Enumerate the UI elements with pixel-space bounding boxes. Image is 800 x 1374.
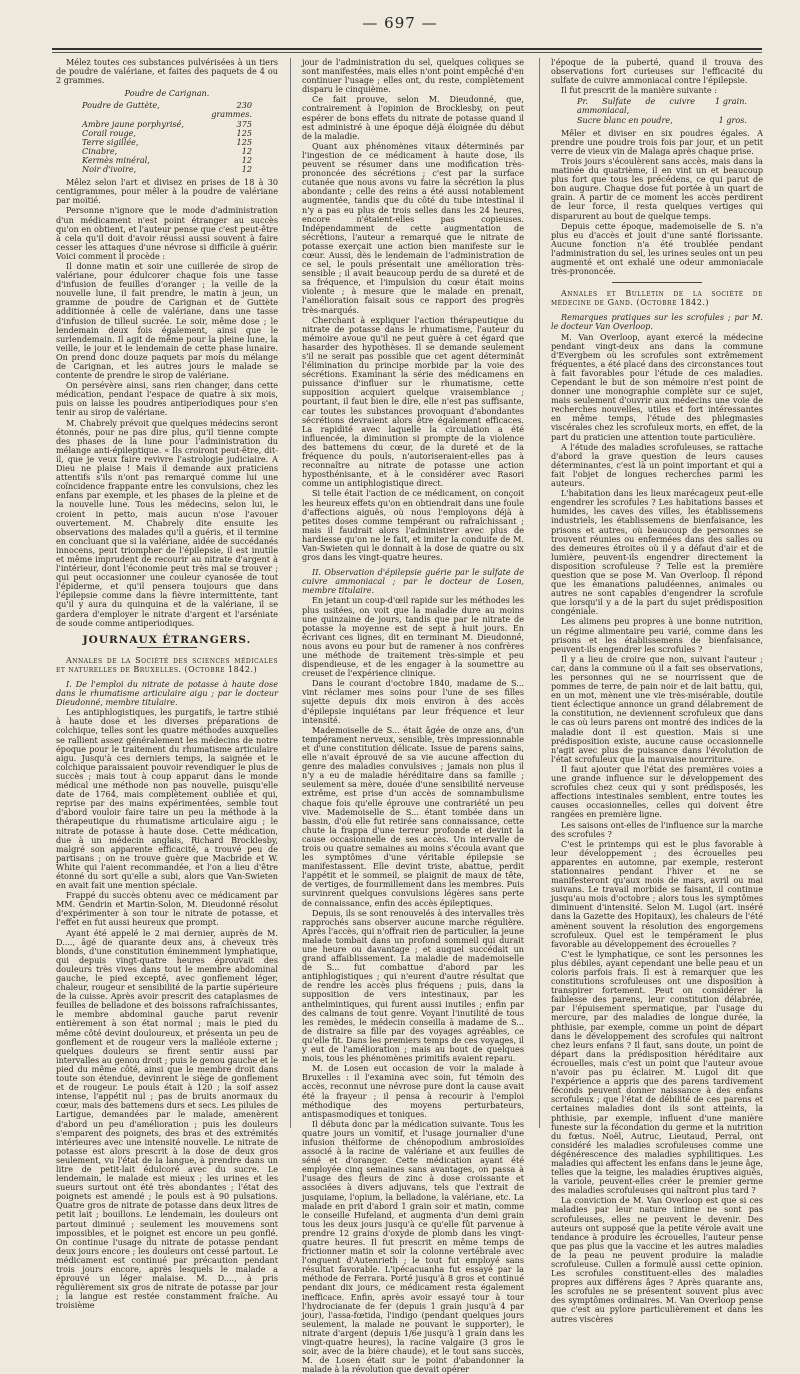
paragraph: jour de l'administration du sel, quelques coliques se sont manifestées, mais elles n'ont point empêché d'en continuer l'usage ; elles ont, du reste, complètement disparu le cinquième.: [302, 57, 524, 95]
paragraph: Depuis cette époque, mademoiselle de S. n'a plus eu d'accès et jouit d'une santé florissante. Aucune fonction n'a été troublée pendant l'administration du sel, les urines seules ont un peu augmenté et ont exhalé une odeur ammoniacale très-prononcée.: [551, 220, 763, 277]
page-number: — 697 —: [362, 14, 438, 32]
paragraph: Mêlez selon l'art et divisez en prises de 18 à 30 centigrammes, pour mêler à la poudre de valériane par moitié.: [56, 177, 278, 206]
paragraph: l'époque de la puberté, quand il trouva des observations fort curieuses sur l'efficacité du sulfate de cuivre ammoniacal contre l'épilepsie.: [551, 57, 763, 86]
paragraph: Si telle était l'action de ce médicament, on conçoit les heureux effets qu'on en obtiendrait dans une foule d'affections aiguës, où nous l'employons déjà à petites doses comme tempérant ou rafraîchissant ; mais il faudrait alors l'administrer avec plus de hardiesse qu'on ne le fait, et imiter la conduite de M. Van-Swieten qui le donnait à la dose de quatre ou six gros dans les vingt-quatre heures.: [302, 488, 524, 563]
section-heading: JOURNAUX ÉTRANGERS.: [82, 633, 252, 646]
paragraph: Il y a lieu de croire que non, suivant l'auteur ; car, dans la commune où il a fait ses observations, les personnes qui ne se nourrissent que de pommes de terre, de pain noir et de lait battu, qui, en un mot, mènent une vie très-misérable, doutile tient éclectique annonce un grand délabrement de la constitution, ne deviennent scrofuleux que dans le cas où leurs parens ont montré des indices de la maladie dont il est question. Mais si une prédisposition existe, aucune cause occasionnelle n'agit avec plus de puissance dans l'évolution de l'état scrofuleux que la mauvaise nourriture.: [551, 653, 763, 764]
paragraph: Personne n'ignore que le mode d'administration d'un médicament n'est point étranger au succès qu'on en obtient, et l'auteur pense que c'est peut-être à cela qu'il doit d'avoir réussi aussi souvent à faire cesser les attaques d'une névrose si difficile à guérir. Voici comment il procède :: [56, 205, 278, 261]
paragraph: M. Chabrely prévoit que quelques médecins seront étonnés, pour ne pas dire plus, qu'il tienne compte des phases de la lune pour l'administration du mélange anti-épileptique. « Ils croiront peut-être, dit-il, que je veux faire revivre l'astrologie judiciaire. A Dieu ne plaise ! Mais il demande aux praticiens attentifs s'ils n'ont pas remarqué comme lui une coïncidence frappante entre les convulsions, chez les enfans par exemple, et les phases de la pleine et de la nouvelle lune. Tous les médecins, selon lui, le croient in petto, mais aucun n'ose l'avouer ouvertement. M. Chabrely dite ensuite les observations des malades qu'il a guéris, et il termine en concluant que si la valériane, aidée de succédanés innocens, peut triompher de l'épilepsie, il est inutile et même imprudent de recourir au nitrate d'argent à l'intérieur, dont l'économie peut très mal se trouver ; qui peut occasionner une couleur cyanosée de tout l'épiderme, et qu'il pensera toujours que dans l'épilepsie comme dans la fièvre intermittente, tant qu'il y aura du quinquina et de la valériane, il se gardera d'employer le nitrate d'argent et l'arséniate de soude comme antiperiodiques.: [56, 417, 278, 628]
article-title: Remarques pratiques sur les scrofules ; par M. le docteur Van Overloop.: [551, 312, 763, 332]
recipe-line: Terre sigillée, 125: [82, 136, 252, 147]
paragraph: M. de Losen eut occasion de voir la malade à Bruxelles : il l'examina avec soin, fut témoin des accès, reconnut une névrose pure dont la cause avait été la frayeur ; il pensa à recourir à l'emploi méthodique des moyens perturbateurs, antispasmodiques et toniques.: [302, 1063, 524, 1119]
section-rule: [612, 282, 702, 283]
paragraph: Ayant été appelé le 2 mai dernier, auprès de M. D...., âgé de quarante deux ans, à cheveux très blonds, d'une constitution éminemment lymphatique, qui depuis vingt-quatre heures éprouvait des douleurs très vives dans tout le membre abdominal gauche, le pied excepté, avec gonflement léger, chaleur, rougeur et sensibilité de la partie supérieure de la cuisse. Après avoir prescrit des cataplasmes de feuilles de belladone et des boissons rafraîchissantes, le membre abdominal gauche parut revenir entièrement à son état normal ; mais le pied du même côté devint douloureux, et présenta un peu de gonflement et de rougeur vers la malléole externe ; quelques douleurs se firent sentir aussi par intervalles au genou droit ; puis le genou gauche et le pied du même côté, ainsi que le membre droit dans toute son étendue, devinrent le siège de gonflement et de rougeur. Le pouls était à 120 ; la soif assez intense, l'appétit nul ; pas de bruits anormaux du cœur, mais des battemens durs et secs. Les pilules de Lartigue, demandées par le malade, amenèrent d'abord un peu d'amélioration ; puis les douleurs s'emparent des poignets, des bras et des extrémités intérieures avec une intensité nouvelle. Le nitrate de potasse est alors prescrit à la dose de deux gros seulement, vu l'état de la langue, à prendre dans un litre de petit-lait édulcoré avec du sucre. Le lendemain, le malade est mieux ; les urines et les sueurs surtout ont été très abondantes ; l'état des poignets est amendé ; le pouls est à 90 pulsations. Quatre gros de nitrate de potasse dans deux litres de petit lait ; bouillons. Le lendemain, les douleurs ont partout diminué ; seulement les mouvemens sont impossibles, et le poignet est encore un peu gonflé. On continue l'usage du nitrate de potasse pendant deux jours encore ; les douleurs ont cessé partout. Le médicament est continué par précaution pendant trois jours encore, après lesquels le malade a éprouvé un léger malaise. M. D...., à pris régulièrement six gros de nitrate de potasse par jour ; la langue est restée constamment fraîche. Au troisième: [56, 927, 278, 1311]
top-rule: [52, 48, 762, 50]
paragraph: M. Van Overloop, ayant exercé la médecine pendant vingt-deux ans dans la commune d'Evergbem où les scrofules sont extrêmement fréquentes, a été placé dans des circonstances tout à fait favorables pour l'étude de ces maladies. Cependant le but de son mémoire n'est point de donner une monographie complète sur ce sujet, mais seulement d'ouvrir aux médecins une voie de recherches nouvelles, utiles et fort intéressantes en même temps, l'étude des phlegmasies viscérales chez les scrofuleux morts, en effet, de la part du praticien une attention toute particulière.: [551, 331, 763, 442]
prescription: [577, 97, 763, 124]
column-divider: [290, 58, 291, 1128]
article-title: II. Observation d'épilepsie guérie par le sulfate de cuivre ammoniacal ; par le docteur de Losen, membre titulaire.: [302, 567, 524, 596]
paragraph: En jetant un coup-d'œil rapide sur les méthodes les plus usitées, on voit que la maladie dure au moins une quinzaine de jours, tandis que par le nitrate de potasse la moyenne est de sept à huit jours. En écrivant ces lignes, dit en terminant M. Dieudonné, nous avons eu pour but de ramener à nos confrères une méthode de traitement très-simple et peu dispendieuse, et de les engager à la soumettre au creuset de l'expérience clinique.: [302, 595, 524, 679]
recipe-line: Kermès minéral, 12: [82, 154, 252, 165]
heading-rule: [137, 647, 197, 648]
paragraph: On persévère ainsi, sans rien changer, dans cette médication, pendant l'espace de quatre à six mois, puis on laisse les poudres antiperiodiques pour s'en tenir au sirop de valériane.: [56, 380, 278, 418]
column-left: [56, 57, 278, 1311]
paragraph: Il débuta donc par la médication suivante. Tous les quatre jours un vomitif, et l'usage journalier d'une infusion théiforme de chénopodium ambrosioïdes associé à la racine de valériane et aux feuilles de séné et d'oranger. Cette médication ayant été employée cinq semaines sans avantages, on passa à l'usage des fleurs de zinc à dose croissante et associées à divers adjuvans, tels que l'extrait de jusquiame, l'opium, la belladone, la valériane, etc. La malade en prit d'abord 1 grain soir et matin, comme le conseille Hufeland, et augmenta d'un demi grain tous les deux jours jusqu'à ce qu'elle fût parvenue à prendre 12 grains d'oxyde de plomb dans les vingt-quatre heures. Il fut prescrit en même temps de frictionner matin et soir la colonne vertébrale avec l'onguent d'Autenrieth ; le tout fut employé sans résultat favorable. L'ipécacuanha fut essayé par la méthode de Ferrara. Porté jusqu'à 8 gros et continué pendant dix jours, ce médicament resta également inefficace. Enfin, après avoir essayé tour à tour l'hydrocianate de fer (depuis 1 grain jusqu'à 4 par jour), l'assa-fœtida, l'indigo (pendant quelques jours seulement, la malade ne pouvant le supporter), le nitrate d'argent (depuis 1/6e jusqu'à 1 grain dans les vingt-quatre heures), la racine valgaire (3 gros le soir, avec de la bière chaude), et le tout sans succès, M. de Losen était sur le point d'abandonner la malade à la révolution que devait opérer: [302, 1118, 524, 1374]
article-title: I. De l'emploi du nitrate de potasse à haute dose dans le rhumatisme articulaire aigu ; par le docteur Dieudonné, membre titulaire.: [56, 679, 278, 708]
paragraph: A l'étude des maladies scrofuleuses, se rattache d'abord la grave question de leurs causes déterminantes, c'est là un point important et qui a fait l'objet de longues recherches parmi les auteurs.: [551, 441, 763, 489]
society-title: Annales et Bulletin de la société de médecine de Gand. (Octobre 1842.): [551, 289, 763, 308]
paragraph: Cherchant à expliquer l'action thérapeutique du nitrate de potasse dans le rhumatisme, l'auteur du mémoire avoue qu'il ne peut guère à cet égard que hasarder des hypothèses. Il se demande seulement s'il ne serait pas possible que cet agent déterminât l'élimination du principe morbide par la voie des sécrétions. Examinant la série des médicamens en puissance d'influer sur le rhumatisme, cette supposition acquiert quelque vraisemblance ; pourtant, il faut bien le dire, elle n'est pas suffisante, car toutes les substances provoquant d'abondantes sécrétions devraient alors être également efficaces. La rapidité avec laquelle la circulation a été influencée, la diminution si prompte de la violence des battemens du cœur, de la dureté et de la fréquence du pouls, n'autoriseraient-elles pas à reconnaître au nitrate de potasse une action hyposthénisante, et à le considérer avec Rasori comme un antiphlogistique direct.: [302, 314, 524, 489]
paragraph: C'est le printemps qui est le plus favorable à leur développement ; des écrouelles peu apparentes en automne, par exemple, resteront stationnaires pendant l'hiver et ne se manifesteront qu'aux mois de mars, avril ou mai suivans. Le travail morbide se faisant, il continue jusqu'au mois d'octobre ; alors tous les symptômes diminuent d'intensité. Selon M. Lugol (art. inséré dans la Gazette des Hopitaux), les chaleurs de l'été amènent souvent la résolution des engorgemens scrofuleux. Quel est le tempérament le plus favorable au développement des écrouelles ?: [551, 838, 763, 949]
paragraph: Frappé du succès obtenu avec ce médicament par MM. Gendrin et Martin-Solon, M. Dieudonné résolut d'expérimenter à son tour le nitrate de potasse, et l'effet en fut aussi heureux que prompt.: [56, 890, 278, 928]
paragraph: Ce fait prouve, selon M. Dieudonné, que, contrairement à l'opinion de Brocklesby, on peut espérer de bons effets du nitrate de potasse quand il est administré à une époque déjà éloignée du début de la maladie.: [302, 94, 524, 141]
paragraph: Il faut ajouter que l'état des premières voies a une grande influence sur le développement des scrofules chez ceux qui y sont prédisposés, les affections intestinales semblent, entre toutes les causes occasionnelles, celles qui doivent être rangées en première ligne.: [551, 763, 763, 820]
top-rule-thin: [52, 52, 762, 53]
paragraph: L'habitation dans les lieux marécageux peut-elle engendrer les scrofules ? Les habitations basses et humides, les caves des villes, les établissemens industriels, les établissemens de bienfaisance, les prisons et autres, où beaucoup de personnes se trouvent réunies ou enfermées dans des salles ou des demeures étroites où il y a défaut d'air et de lumière, peuvent-ils engendrer directement la disposition scrofuleuse ? Telle est la première question que se pose M. Van Overloop. Il répond que les émanations paludéennes, animales ou autres ne sont capables d'engendrer la scrofule que lorsqu'il y a de la part du sujet prédisposition congéniale.: [551, 488, 763, 617]
paragraph: Il donne matin et soir une cuillerée de sirop de valériane, pour édulcorer chaque fois une tasse d'infusion de feuilles d'oranger ; la veille de la nouvelle lune, il fait prendre, le matin à jeun, un gramme de poudre de Carignan et de Guttète additionnée à celle de valériane, dans une tasse d'infusion de tilleul sucrée. Le soir, même dose ; le lendemain deux fois également, ainsi que le surlendemain. Il agit de même pour la pleine lune, la veille, le jour et le lendemain de cette phase lunaire. On prend donc douze paquets par mois du mélange de Carignan, et les autres jours le malade se contente de prendre le sirop de valériane.: [56, 260, 278, 381]
recipe-line: Noir d'ivoire, 12: [82, 164, 252, 175]
recipe-line: Sucre blanc en poudre, 1 gros.: [577, 114, 747, 125]
column-divider: [539, 58, 540, 1128]
society-title: Annales de la Société des sciences médicales et naturelles de Bruxelles. (Octobre 1842.): [56, 655, 278, 674]
paragraph: Depuis, ils se sont renouvelés à des intervalles très rapprochés sans observer aucune marche régulière. Après l'accès, qui n'offrait rien de particulier, la jeune malade tombait dans un profond sommeil qui durait une heure ou davantage ; et auquel succédait un grand affaiblissement. La maladie de mademoiselle de S... fut combattue d'abord par les antiphlogistiques ; qui n'eurent d'autre résultat que de rendre les accès plus fréquens ; puis, dans la supposition de vers intestinaux, par les anthelmintiques, qui furent aussi inutiles ; enfin par des calmans de tout genre. Voyant l'inutilité de tous les remèdes, le médecin conseilla à madame de S... de distraire sa fille par des voyages agréables, ce qu'elle fit. Dans les premiers temps de ces voyages, il y eut de l'amélioration ; mais au bout de quelques mois, tous les phénomènes primitifs avaient reparu.: [302, 907, 524, 1064]
paragraph: Mélez toutes ces substances pulvérisées à un tiers de poudre de valériane, et faites des paquets de 4 ou 2 grammes.: [56, 57, 278, 86]
recipe-line: Ambre jaune porphyrisé, 375: [82, 118, 252, 129]
paragraph: C'est le lymphatique, ce sont les personnes les plus débiles, ayant cependant une belle peau et un coloris parfois frais. Il est à remarquer que les constitutions scrofuleuses ont une disposition à transpirer fortement. Peut on considérer la faiblesse des parens, leur constitution délabrée, par l'épuisement spermatique, par l'usage du mercure, par des maladies de longue durée, la phthisie, par exemple, comme un point de départ dans le développement des scrofules qui naîtront chez leurs enfans ? Il faut, sans doute, un point de départ dans la prédisposition héréditaire aux écrouelles, mais c'est un point que l'auteur avoue n'avoir pas pu éclairer. M. Lugol dit que l'expérience a appris que des parens tardivement féconds peuvent donner naissance à des enfans scrofuleux ; que l'état de débilité de ces parens et certaines maladies dont ils sont atteints, la phthisie, par exemple, influent d'une manière funeste sur la fécondation du germe et la nutrition du fœtus. Noël, Autruc, Lieutaud, Perral, ont considéré les maladies scrofuleuses comme une dégénérescence des maladies syphilitiques. Les maladies qui affectent les enfans dans le jeune âge, telles que la teigne, les maladies éruptives aiguës, la variole, peuvent-elles créer le premier germe des maladies scrofuleuses qui naîtront plus tard ?: [551, 948, 763, 1196]
paragraph: Les antiphlogistiques, les purgatifs, le tartre stibié à haute dose et les diverses préparations de colchique, telles sont les quatre méthodes auxquelles se rallient assez généralement les médecins de notre époque pour le traitement du rhumatisme articulaire aigu. Jusqu'à ces derniers temps, la saignée et le colchique paraissaient pouvoir revendiquer le plus de succès ; mais tout à coup apparut dans le monde médical une méthode non pas nouvelle, puisqu'elle date de 1764, mais complètement oubliée et qui, reprise par des mains expérimentées, semble tout d'abord vouloir faire taire un peu la méthode à la thérapeutique du rhumatisme articulaire aigu ; le nitrate de potasse à haute dose. Cette médication, due à un médecin anglais, Richard Brocklesby, malgré son apparente efficacité, a trouvé peu de partisans ; on ne trouve guère que Macbride et W. White qui l'aient recommandée, et l'on a lieu d'être étonné du sort qu'elle a subi, alors que Van-Swieten en avait fait une mention spéciale.: [56, 707, 278, 891]
paragraph: Les alimens peu propres à une bonne nutrition, un régime alimentaire peu varié, comme dans les prisons et les établissemens de bienfaisance, peuvent-ils engendrer les scrofules ?: [551, 616, 763, 654]
recipe-line: Cinabre, 12: [82, 145, 252, 156]
recipe-line: Poudre de Guttète, 230 grammes.: [82, 100, 252, 120]
paragraph: Mademoiselle de S... était âgée de onze ans, d'un tempérament nerveux, sensible, très impressionnable et d'une constitution délicate. Issue de parens sains, elle n'avait éprouvé de sa vie aucune affection du genre des maladies convulsives ; jamais non plus il n'y a eu de maladie héréditaire dans sa famille ; seulement sa mère, douée d'une sensibilité nerveuse extrême, est prise d'un accès de somnambulisme chaque fois qu'elle éprouve une contrariété un peu vive. Mademoiselle de S... étant tombée dans un bassin, d'où elle fut retirée sans connaissance, cette chute la frappa d'une terreur profonde et devint la cause occasionnelle de ses accès. Un intervalle de trois ou quatre semaines au moins s'écoula avant que les symptômes d'une véritable épilepsie se manifestassent. Elle devint triste, abattue, perdit l'appétit et le sommeil, se plaignit de maux de tête, de vertiges, de fourmillement dans les membres. Puis survinrent quelques convulsions légères sans perte de connaissance, enfin des accès épileptiques.: [302, 724, 524, 908]
paragraph: La conviction de M. Van Overloop est que si ces maladies par leur nature intime ne sont pas scrofuleuses, elles ne peuvent le devenir. Des auteurs ont supposé que la petite vérole avait une tendance à produire les écrouelles, l'auteur pense que pas plus que la vaccine et les autres maladies de la peau ne peuvent produire la maladie scrofuleuse. Cullen a formulé aussi cette opinion. Les scrofules constituent-elles des maladies propres aux différens âges ? Après quarante ans, les scrofules ne se présentent souvent plus avec des symptômes ordinaires. M. Van Overloop pense que c'est au pylore particulièrement et dans les autres viscères: [551, 1195, 763, 1324]
recipe-list: [82, 101, 278, 174]
paragraph: Dans le courant d'octobre 1840, madame de S... vint réclamer mes soins pour l'une de ses filles sujette depuis dix mois environ à des accès d'épilepsie inquiétans par leur fréquence et leur intensité.: [302, 678, 524, 725]
paragraph: Quant aux phénomènes vitaux déterminés par l'ingestion de ce médicament à haute dose, ils peuvent se résumer dans une modification très-prononcée des sécrétions ; c'est par la surface cutanée que nous avons vu faire la sécrétion la plus abondante ; celle des reins a été aussi notablement augmentée, tandis que du côté du tube intestinal il n'y a pas eu plus de trois selles dans les 24 heures, encore n'étaient-elles pas copieuses. Indépendamment de cette augmentation de sécrétions, l'auteur a remarqué que le nitrate de potasse exerçait une action bien manifeste sur le cœur. Aussi, dès le lendemain de l'administration de ce sel, le pouls présentait une amélioration très-sensible ; il avait beaucoup perdu de sa dureté et de sa fréquence, et l'impulsion du cœur était moins violente ; à mesure que le malade en prenait, l'amélioration faisait sous ce rapport des progrès très-marqués.: [302, 140, 524, 315]
recipe-line: Corail rouge, 125: [82, 127, 252, 138]
paragraph: Il fut prescrit de la manière suivante :: [561, 85, 717, 96]
recipe-line: Pr. Sulfate de cuivre ammoniacal, 1 grain.: [577, 96, 747, 116]
recipe-title: Poudre de Carignan.: [124, 88, 210, 99]
column-right: [551, 57, 763, 1324]
paragraph: Les saisons ont-elles de l'influence sur la marche des scrofules ?: [551, 819, 763, 839]
paragraph: Trois jours s'écoulèrent sans accès, mais dans la matinée du quatrième, il en vint un et beaucoup plus fort que tous les précédens, ce qui parut de bon augure. Chaque dose fut portée à un quart de grain. A partir de ce moment les accès perdirent de leur force, il resta quelques vertiges qui disparurent au bout de quelque temps.: [551, 155, 763, 221]
paragraph: Mêler et diviser en six poudres égales. A prendre une poudre trois fois par jour, et un petit verre de vieux vin de Malaga après chaque prise.: [551, 127, 763, 156]
column-middle: [302, 57, 524, 1374]
